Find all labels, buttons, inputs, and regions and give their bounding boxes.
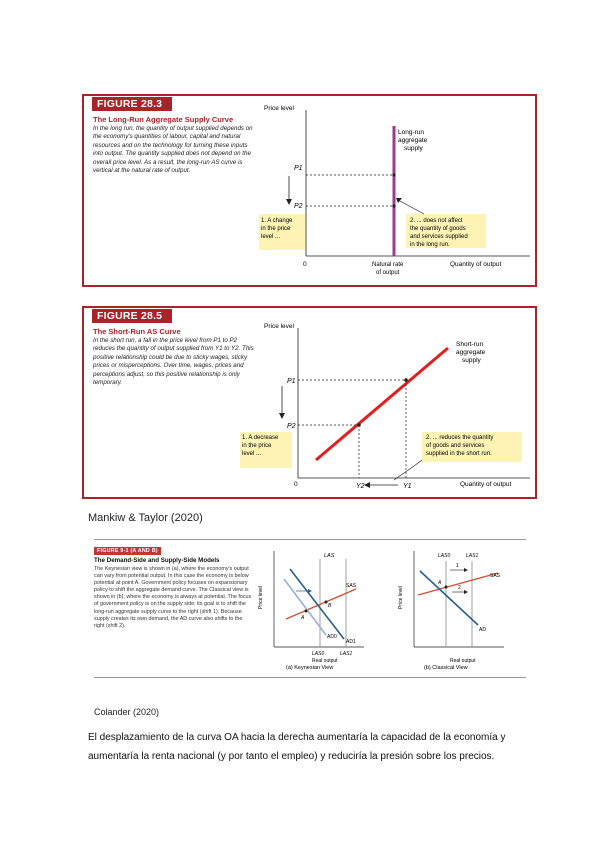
figure-title: The Long-Run Aggregate Supply Curve	[93, 115, 234, 124]
point-1	[404, 378, 408, 382]
a-point-a: A	[301, 615, 305, 621]
a-las0-label: LAS0	[312, 651, 325, 657]
b-las0-label: LAS0	[438, 553, 451, 559]
b-shift1: 1	[456, 563, 459, 569]
origin-label: 0	[294, 481, 298, 488]
figure-28-5	[82, 306, 537, 499]
figure-title: The Short-Run AS Curve	[93, 327, 181, 336]
a-sas	[286, 589, 356, 619]
svg-text:in the price: in the price	[261, 226, 291, 232]
natural-rate-line2: of output	[376, 270, 400, 276]
figure-description: In the long run, the quantity of output supplied depends on the economy's quantities of labour, capital and natural resources and on the technology for turning these inputs into output. The quantity supplied does not depend on the overall price level. As a result, the long-run AS curve is vertical at the natural rate of output.	[93, 125, 253, 175]
svg-text:2. ... reduces the quantity: 2. ... reduces the quantity	[426, 435, 494, 441]
a-ad1	[290, 569, 344, 639]
keynes-classical-charts	[94, 539, 526, 679]
y2-label: Y2	[356, 483, 365, 490]
a-top-las: LAS	[324, 553, 335, 559]
p2-label: P2	[294, 203, 303, 210]
point-2	[357, 423, 361, 427]
a-y-label: Price level	[258, 585, 264, 609]
caption-mankiw: Mankiw & Taylor (2020)	[88, 512, 203, 524]
svg-text:the quantity of goods: the quantity of goods	[410, 226, 466, 232]
note-right-1: 2. ... does not affect	[410, 218, 463, 224]
a-ad1-label: AD1	[346, 639, 356, 645]
y-axis-label: Price level	[264, 105, 294, 112]
figure-28-3	[82, 94, 537, 287]
conclusion-paragraph: El desplazamiento de la curva OA hacia la derecha aumentaría la capacidad de la economía y aumentaría la renta nacional (y por tanto el empleo) y reduciría la presión sobre los precios.	[88, 732, 506, 762]
figure-label: FIGURE 9-1 (A AND B)	[94, 547, 161, 555]
svg-text:and services supplied: and services supplied	[410, 234, 468, 240]
figure-description: The Keynesian view is shown in (a), where the economy's output can vary from potential output. In this case the economy is below potential at point A. Government policy focuses on expansionary policy to shift the aggregate demand curve. The Classical view is shown in (b), where the economy is always at potential. The focus of government policy is on the supply side; its goal is to shift the long-run aggregate supply curve to the right (shift 1). Because supply creates its own demand, the AD curve also shifts to the right (shift 2).	[94, 566, 252, 629]
curve-label-line2: aggregate	[456, 349, 486, 356]
curve-label-line3: supply	[462, 357, 481, 364]
caption-colander: Colander (2020)	[94, 707, 160, 717]
p2-label: P2	[287, 423, 296, 430]
b-las1-label: LAS1	[466, 553, 479, 559]
origin-label: 0	[303, 261, 307, 268]
curve-label-line1: Short-run	[456, 341, 484, 348]
b-y-label: Price level	[398, 585, 404, 609]
las-chart	[84, 96, 535, 285]
svg-text:level ...: level ...	[242, 451, 262, 457]
p1-point	[392, 173, 395, 176]
svg-text:in the price: in the price	[242, 443, 272, 449]
p1-label: P1	[287, 378, 296, 385]
natural-rate-line1: Natural rate	[372, 262, 404, 268]
curve-label-line1: Long-run	[398, 129, 425, 136]
b-caption: (b) Classical View	[424, 665, 468, 671]
note-left-1: 1. A change	[261, 218, 293, 224]
svg-text:supplied in the short run.: supplied in the short run.	[426, 451, 492, 457]
x-axis-label: Quantity of output	[450, 261, 502, 268]
curve-label-line2: aggregate	[398, 137, 428, 144]
svg-text:of goods and services: of goods and services	[426, 443, 485, 449]
p2-point	[392, 204, 395, 207]
figure-label: FIGURE 28.5	[92, 309, 172, 323]
figure-title: The Demand-Side and Supply-Side Models	[94, 557, 220, 564]
curve-label-line3: supply	[404, 145, 423, 152]
b-ad	[420, 571, 478, 625]
svg-text:level ...: level ...	[261, 234, 281, 240]
figure-9-1	[94, 539, 526, 679]
a-caption: (a) Keynesian View	[286, 665, 334, 671]
b-shift2: 2	[458, 585, 461, 591]
p1-label: P1	[294, 165, 303, 172]
b-point-a: A	[438, 580, 442, 586]
a-sas-label: SAS	[346, 583, 357, 589]
a-point-b: B	[328, 603, 332, 609]
sras-chart	[84, 308, 535, 497]
x-axis-label: Quantity of output	[460, 481, 512, 488]
y1-label: Y1	[403, 483, 412, 490]
a-x-label: Real output	[312, 658, 338, 664]
svg-text:1. A decrease: 1. A decrease	[242, 435, 279, 441]
a-las1-label: LAS1	[340, 651, 353, 657]
a-ad0-label: AD0	[327, 634, 337, 640]
b-sas-label: SAS	[490, 573, 501, 579]
figure-description: In the short run, a fall in the price level from P1 to P2 reduces the quantity of output supplied from Y1 to Y2. This positive relationship could be due to sticky wages, sticky prices or misperceptions. Over time, wages, prices and perceptions adjust, so this positive relationship is only temporary.	[93, 337, 254, 387]
figure-label: FIGURE 28.3	[92, 97, 172, 111]
b-ad-label: AD	[479, 627, 486, 633]
y-axis-label: Price level	[264, 323, 294, 330]
svg-text:in the long run.: in the long run.	[410, 242, 450, 248]
b-x-label: Real output	[450, 658, 476, 664]
